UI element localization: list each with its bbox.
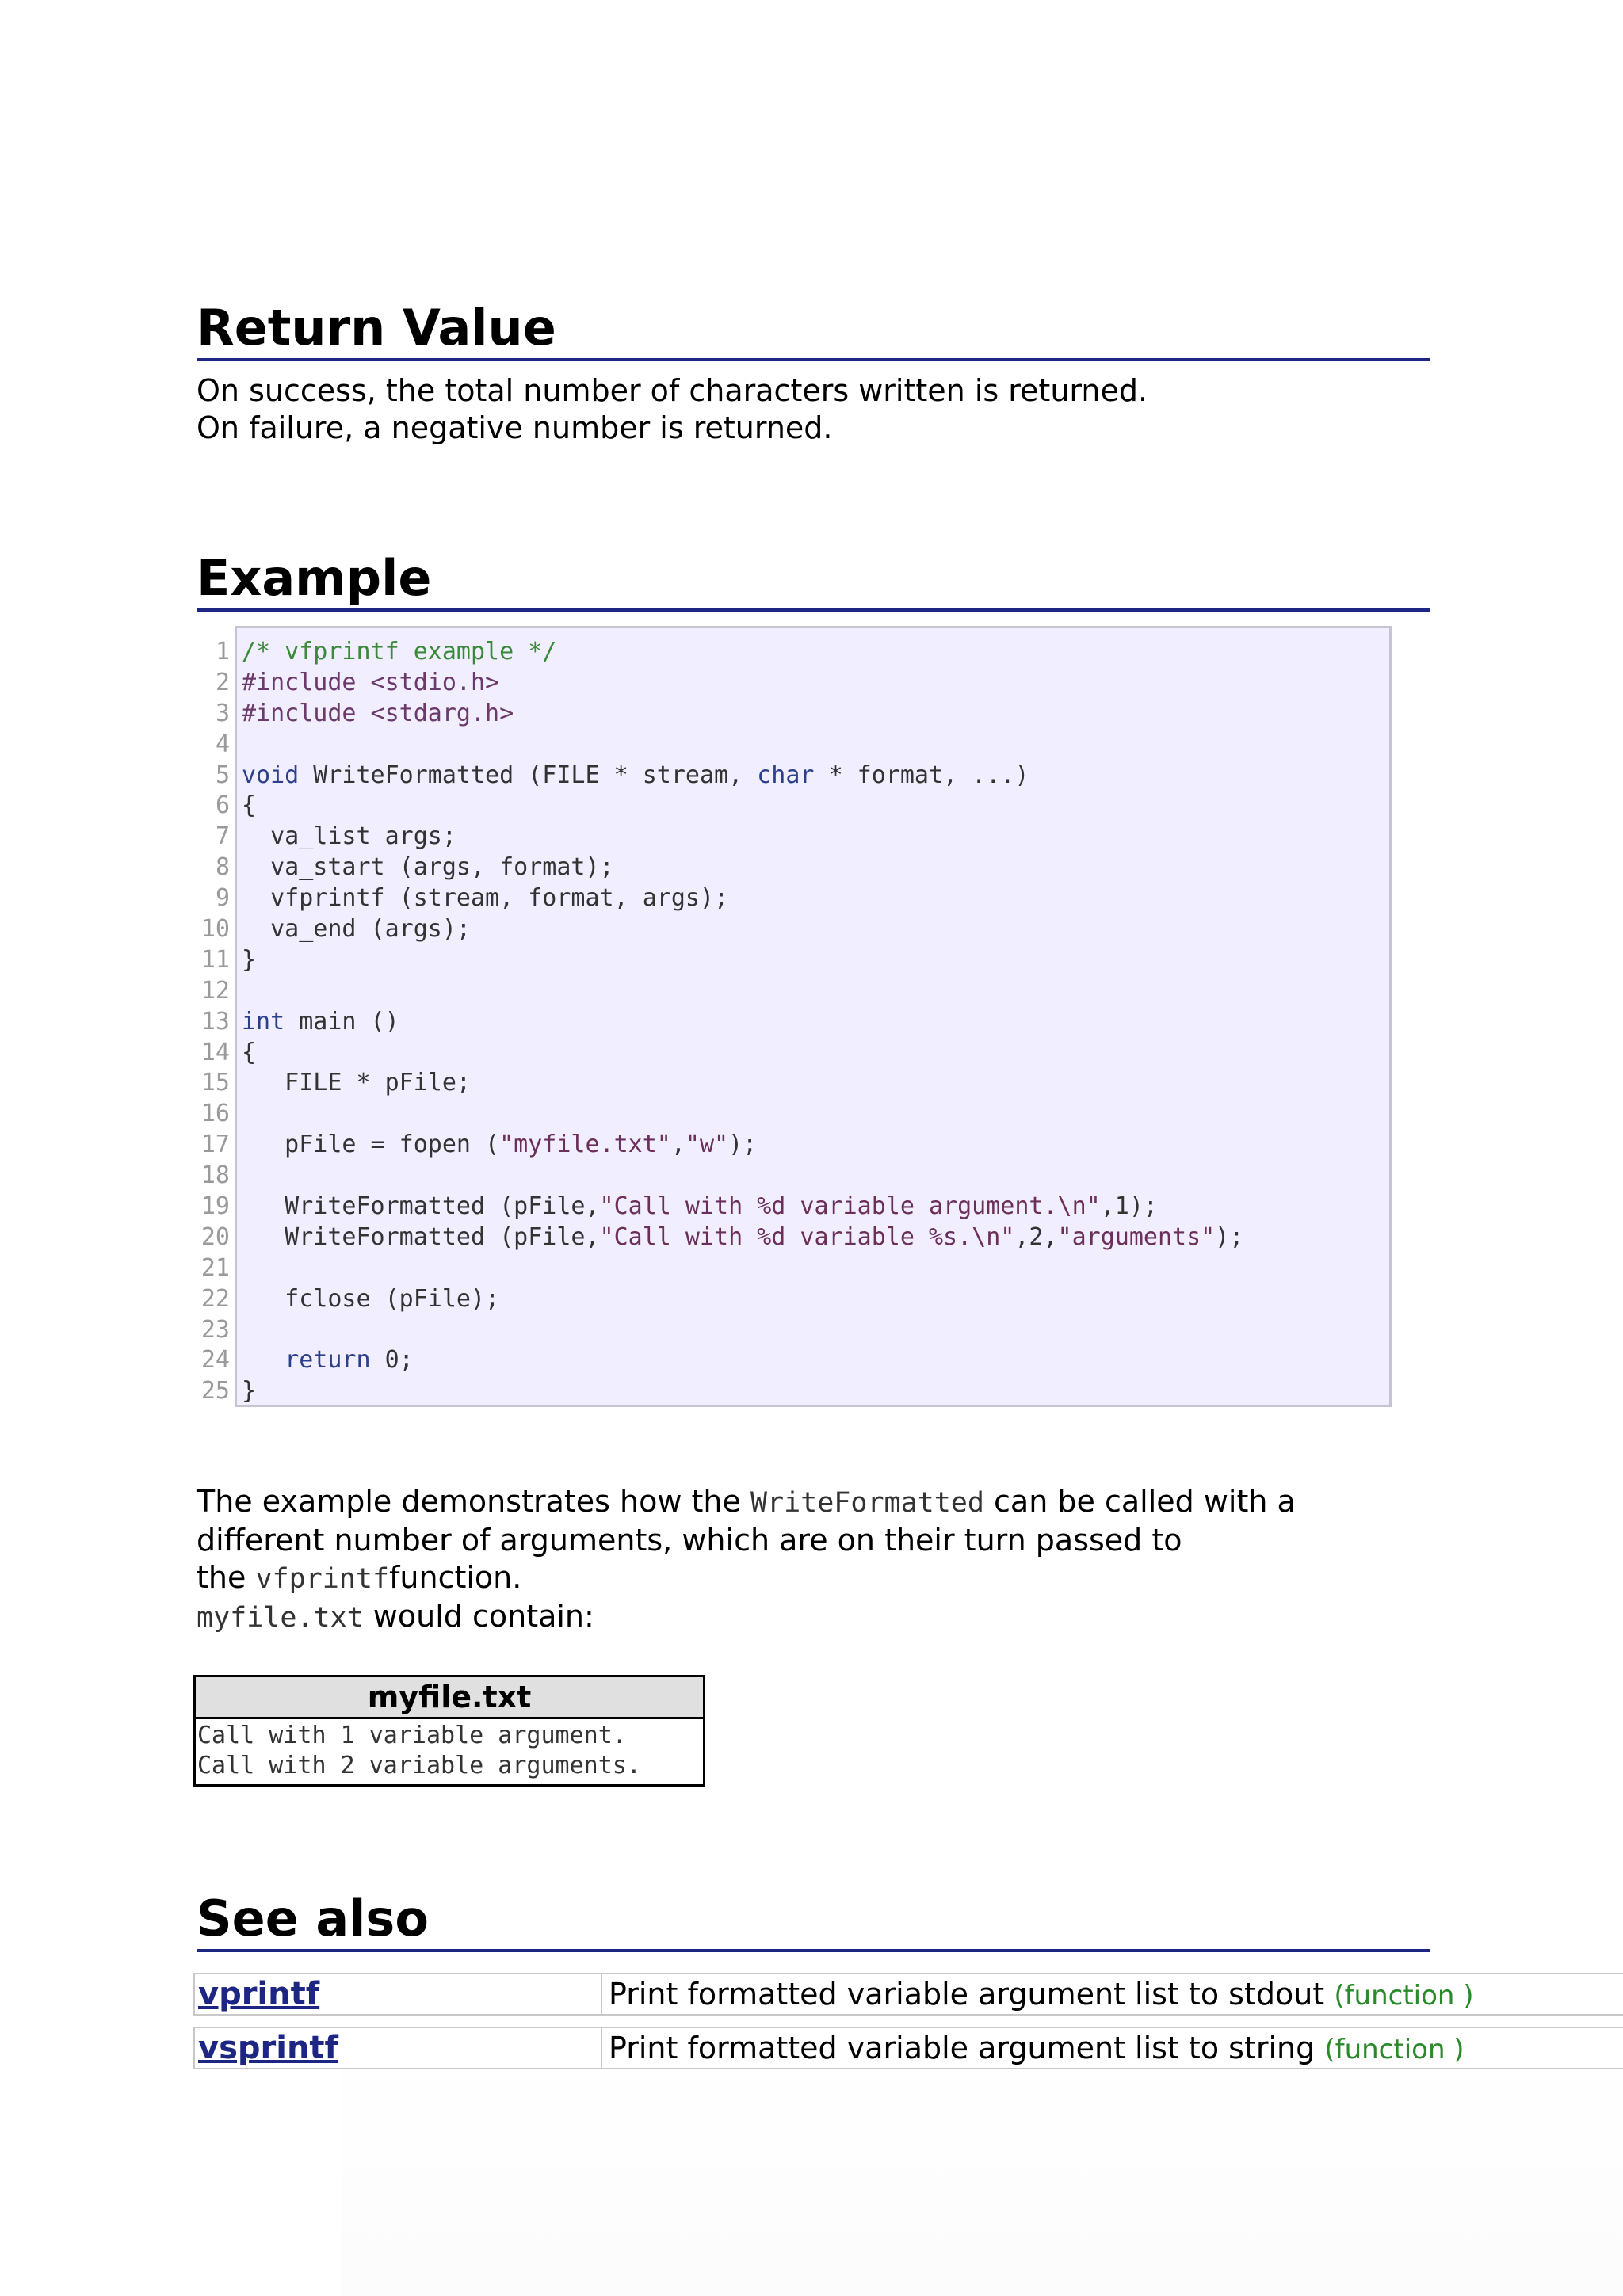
example-description: The example demonstrates how the WriteFormatted can be called with a different number of arguments, which are on their turn passed to the vfprintffunction. myfile.txt would contain: — [197, 1484, 1296, 1634]
line-number: 10 — [200, 915, 230, 944]
line-number: 25 — [200, 1377, 230, 1405]
line-number: 21 — [200, 1253, 230, 1282]
code-line — [242, 1315, 1243, 1346]
code-line: void WriteFormatted (FILE * stream, char * format, ...) — [242, 761, 1029, 789]
line-number: 14 — [200, 1038, 230, 1066]
code-line: } — [242, 1377, 257, 1405]
function-type-label: (function ) — [1324, 2034, 1465, 2065]
line-number: 18 — [200, 1161, 230, 1190]
line-number: 19 — [200, 1192, 230, 1221]
code-line — [242, 1099, 1243, 1130]
code-line: va_start (args, format); — [242, 853, 614, 882]
output-table-header: myfile.txt — [195, 1676, 705, 1718]
code-line: #include <stdarg.h> — [242, 699, 514, 727]
see-also-name-cell — [193, 2027, 602, 2069]
code-line: WriteFormatted (pFile,"Call with %d variable %s.\n",2,"arguments"); — [242, 1222, 1244, 1251]
code-line — [242, 1161, 1243, 1192]
output-file-table — [193, 1675, 705, 1787]
see-also-desc-cell: Print formatted variable argument list to stdout (function ) — [601, 1973, 1623, 2016]
function-type-label: (function ) — [1334, 1980, 1474, 2012]
code-line — [242, 730, 1243, 761]
line-number: 11 — [200, 945, 230, 974]
code-line — [242, 976, 1243, 1007]
inline-code-vfprintf: vfprintf — [255, 1563, 390, 1595]
output-table-content — [195, 1718, 705, 1786]
line-number: 5 — [215, 761, 230, 789]
code-line: FILE * pFile; — [242, 1069, 471, 1097]
line-number: 13 — [200, 1007, 230, 1035]
return-success-line: On success, the total number of characters written is returned. — [197, 373, 1148, 408]
code-line: return 0; — [285, 1346, 414, 1375]
link-vsprintf[interactable]: vsprintf — [198, 2030, 338, 2066]
line-number: 17 — [200, 1131, 230, 1159]
code-line: } — [242, 945, 257, 974]
line-number: 2 — [215, 668, 230, 696]
output-line: Call with 1 variable argument. — [197, 1722, 627, 1749]
inline-code-writeformatted: WriteFormatted — [750, 1487, 984, 1519]
code-line: va_list args; — [242, 822, 456, 851]
code-line: /* vfprintf example */ — [242, 638, 557, 666]
line-number: 8 — [215, 853, 230, 882]
code-line: vfprintf (stream, format, args); — [242, 884, 729, 913]
code-line — [242, 1253, 1243, 1284]
line-number: 24 — [200, 1346, 230, 1375]
see-also-name-cell — [193, 1973, 602, 2016]
line-number: 22 — [200, 1284, 230, 1313]
line-number: 3 — [215, 699, 230, 727]
code-line: int main () — [242, 1007, 399, 1035]
code-line: { — [242, 1038, 257, 1066]
output-line: Call with 2 variable arguments. — [197, 1752, 641, 1779]
see-also-desc-cell: Print formatted variable argument list to string (function ) — [601, 2027, 1623, 2069]
line-number: 20 — [200, 1222, 230, 1251]
code-lines — [242, 637, 1243, 1407]
line-number: 15 — [200, 1069, 230, 1097]
link-vprintf[interactable]: vprintf — [198, 1976, 320, 2012]
inline-code-filename: myfile.txt — [197, 1602, 364, 1634]
example-heading: Example — [197, 550, 1430, 612]
code-line: WriteFormatted (pFile,"Call with %d variable argument.\n",1); — [242, 1192, 1158, 1221]
line-number: 4 — [215, 730, 230, 758]
line-number: 16 — [200, 1100, 230, 1128]
code-line: va_end (args); — [242, 915, 471, 944]
line-number: 9 — [215, 884, 230, 913]
line-number: 6 — [215, 791, 230, 820]
code-line: { — [242, 791, 257, 820]
line-numbers — [197, 637, 230, 1407]
return-value-heading: Return Value — [197, 299, 1430, 361]
line-number: 7 — [215, 822, 230, 851]
code-line: pFile = fopen ("myfile.txt","w"); — [242, 1131, 758, 1159]
line-number: 12 — [200, 976, 230, 1005]
code-box — [235, 626, 1392, 1407]
return-failure-line: On failure, a negative number is returned. — [197, 410, 833, 445]
code-line: #include <stdio.h> — [242, 668, 500, 696]
code-example — [197, 626, 1392, 1407]
line-number: 1 — [215, 638, 230, 666]
see-also-heading: See also — [197, 1890, 1430, 1952]
code-line: fclose (pFile); — [242, 1284, 500, 1313]
return-value-text — [197, 372, 1148, 447]
line-number: 23 — [200, 1315, 230, 1344]
